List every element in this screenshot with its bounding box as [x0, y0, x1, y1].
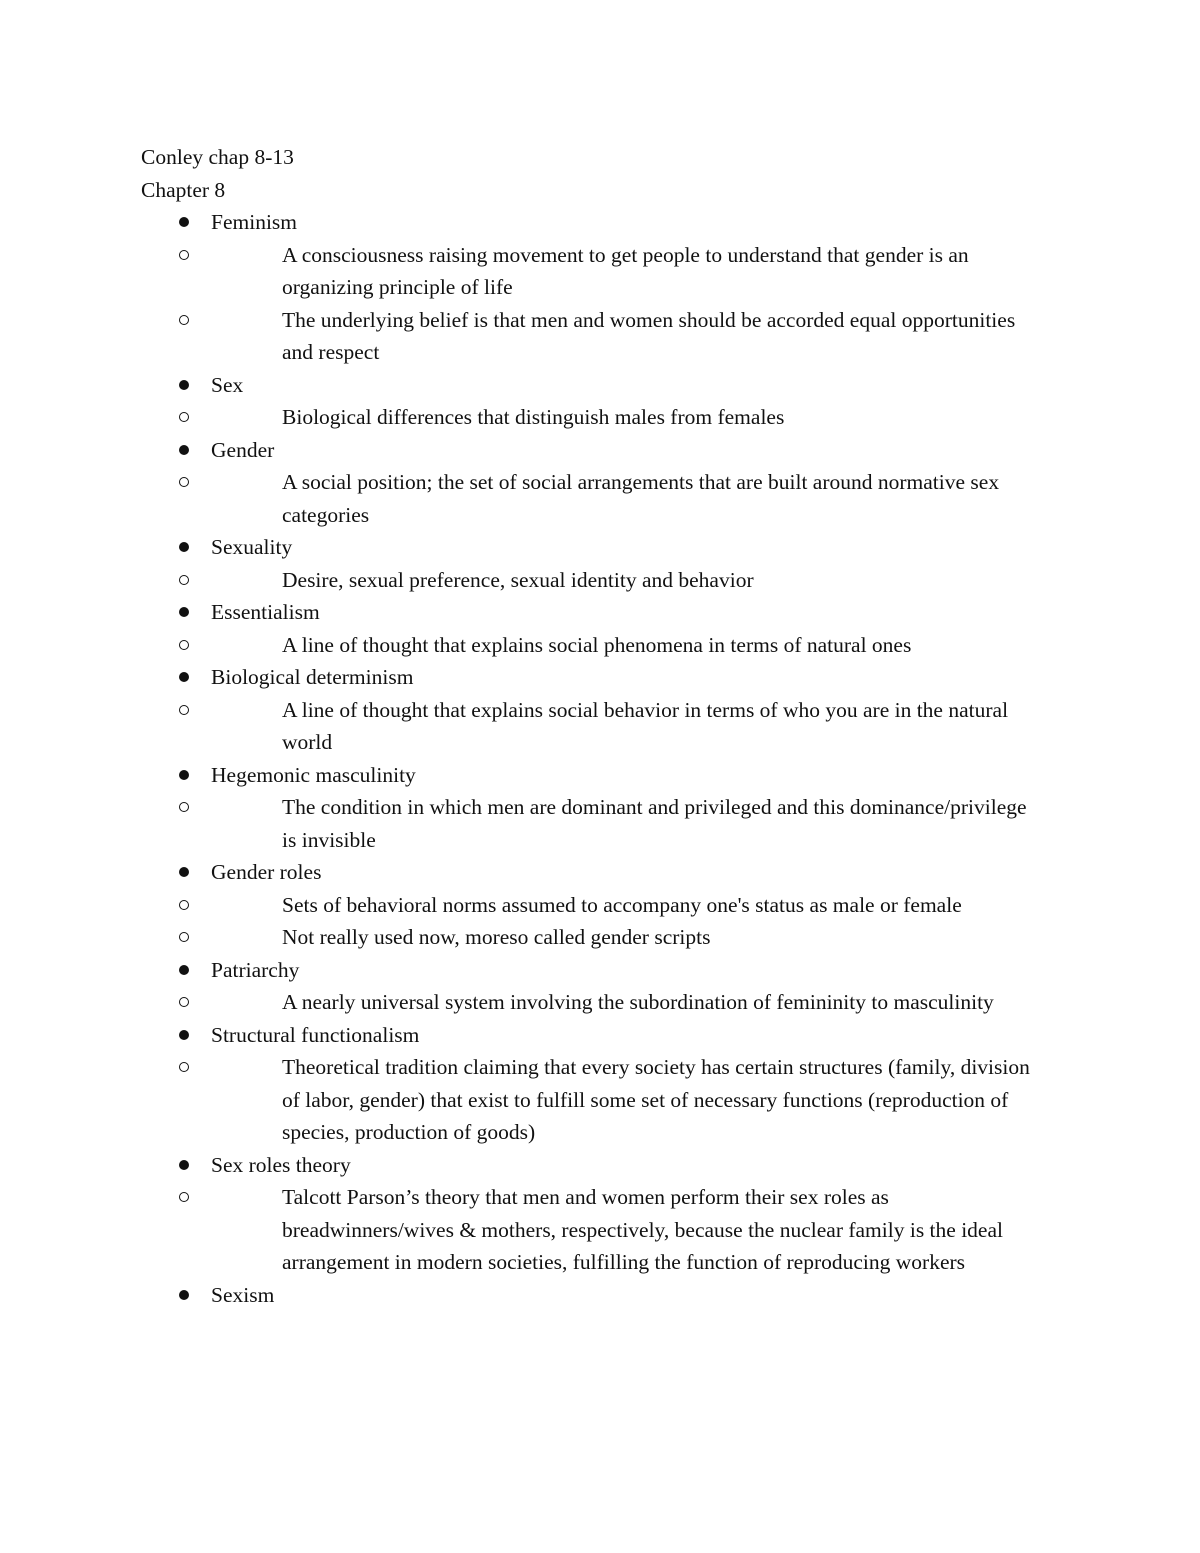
chapter-heading: Chapter 8: [141, 177, 226, 202]
filled-bullet-icon: [179, 1290, 189, 1300]
topic-term: Sex roles theory: [211, 1152, 351, 1177]
filled-bullet-icon: [179, 380, 189, 390]
definition-text: Talcott Parson’s theory that men and women perform their sex roles as breadwinners/wives & mothers, respectively, because the nuclear family is the ideal arrangement in modern societies, fulfilling the function of reproducing workers: [282, 1185, 1003, 1274]
topic-item: [141, 596, 1061, 661]
definition-item: [141, 564, 1061, 597]
topic-term: Gender: [211, 437, 275, 462]
hollow-bullet-icon: [179, 315, 189, 325]
definition-text: A line of thought that explains social behavior in terms of who you are in the natural world: [282, 697, 1009, 754]
definition-text: Not really used now, moreso called gender scripts: [282, 925, 711, 949]
definition-item: [141, 921, 1061, 954]
definition-list: [211, 239, 1061, 369]
definition-text: A line of thought that explains social phenomena in terms of natural ones: [282, 632, 912, 657]
definition-list: [211, 629, 1061, 662]
definition-text: Sets of behavioral norms assumed to accompany one's status as male or female: [282, 892, 962, 917]
definition-text: Theoretical tradition claiming that every society has certain structures (family, division of labor, gender) that exist to fulfill some set of necessary functions (reproduction of species, production of goods): [282, 1055, 1030, 1144]
definition-item: [141, 1051, 1061, 1149]
hollow-bullet-icon: [179, 802, 189, 812]
definition-text: The condition in which men are dominant and privileged and this dominance/privilege is invisible: [282, 795, 1027, 852]
definition-text: A consciousness raising movement to get people to understand that gender is an organizing principle of life: [282, 242, 969, 299]
definition-item: [141, 986, 1061, 1019]
definition-list: [211, 889, 1061, 954]
definition-item: [141, 791, 1061, 856]
definition-list: [211, 564, 1061, 597]
topic-term: Essentialism: [211, 600, 320, 624]
topic-term: Structural functionalism: [211, 1022, 420, 1047]
definition-text: The underlying belief is that men and women should be accorded equal opportunities and respect: [282, 307, 1016, 364]
topic-item: [141, 661, 1061, 759]
topic-item: [141, 531, 1061, 596]
definition-list: [211, 1181, 1061, 1279]
definition-list: [211, 694, 1061, 759]
hollow-bullet-icon: [179, 575, 189, 585]
definition-list: [211, 1051, 1061, 1149]
definition-text: Biological differences that distinguish males from females: [282, 405, 785, 429]
hollow-bullet-icon: [179, 932, 189, 942]
filled-bullet-icon: [179, 965, 189, 975]
topic-term: Patriarchy: [211, 957, 300, 982]
definition-item: [141, 629, 1061, 662]
filled-bullet-icon: [179, 445, 189, 455]
definition-list: [211, 466, 1061, 531]
topic-term: Sexuality: [211, 535, 293, 559]
hollow-bullet-icon: [179, 705, 189, 715]
definition-item: [141, 239, 1061, 304]
definition-list: [211, 791, 1061, 856]
definition-item: [141, 466, 1061, 531]
topic-item: [141, 369, 1061, 434]
hollow-bullet-icon: [179, 412, 189, 422]
definition-text: A nearly universal system involving the subordination of femininity to masculinity: [282, 990, 994, 1014]
hollow-bullet-icon: [179, 250, 189, 260]
filled-bullet-icon: [179, 770, 189, 780]
filled-bullet-icon: [179, 217, 189, 227]
filled-bullet-icon: [179, 672, 189, 682]
topic-term: Hegemonic masculinity: [211, 762, 416, 787]
topic-term: Feminism: [211, 210, 298, 234]
definition-item: [141, 1181, 1061, 1279]
topic-item: [141, 1149, 1061, 1279]
topic-item: [141, 1279, 1061, 1312]
definition-list: [211, 986, 1061, 1019]
filled-bullet-icon: [179, 1030, 189, 1040]
definition-item: [141, 304, 1061, 369]
hollow-bullet-icon: [179, 900, 189, 910]
hollow-bullet-icon: [179, 477, 189, 487]
hollow-bullet-icon: [179, 997, 189, 1007]
topic-term: Gender roles: [211, 860, 322, 884]
definition-list: [211, 401, 1061, 434]
document-title: Conley chap 8-13: [141, 145, 294, 169]
topic-term: Biological determinism: [211, 665, 414, 689]
topic-term: Sex: [211, 372, 244, 397]
topic-term: Sexism: [211, 1282, 275, 1307]
hollow-bullet-icon: [179, 640, 189, 650]
topic-item: [141, 434, 1061, 532]
filled-bullet-icon: [179, 867, 189, 877]
topic-item: [141, 856, 1061, 954]
topic-item: [141, 206, 1061, 369]
filled-bullet-icon: [179, 542, 189, 552]
definition-item: [141, 889, 1061, 922]
definition-item: [141, 694, 1061, 759]
filled-bullet-icon: [179, 607, 189, 617]
filled-bullet-icon: [179, 1160, 189, 1170]
document-body: [141, 141, 1061, 1311]
topic-item: [141, 954, 1061, 1019]
definition-text: Desire, sexual preference, sexual identity and behavior: [282, 567, 754, 592]
topic-item: [141, 1019, 1061, 1149]
definition-item: [141, 401, 1061, 434]
hollow-bullet-icon: [179, 1192, 189, 1202]
hollow-bullet-icon: [179, 1062, 189, 1072]
definition-text: A social position; the set of social arrangements that are built around normative sex categories: [282, 470, 1000, 527]
topic-item: [141, 759, 1061, 857]
topic-list: [141, 206, 1061, 1311]
